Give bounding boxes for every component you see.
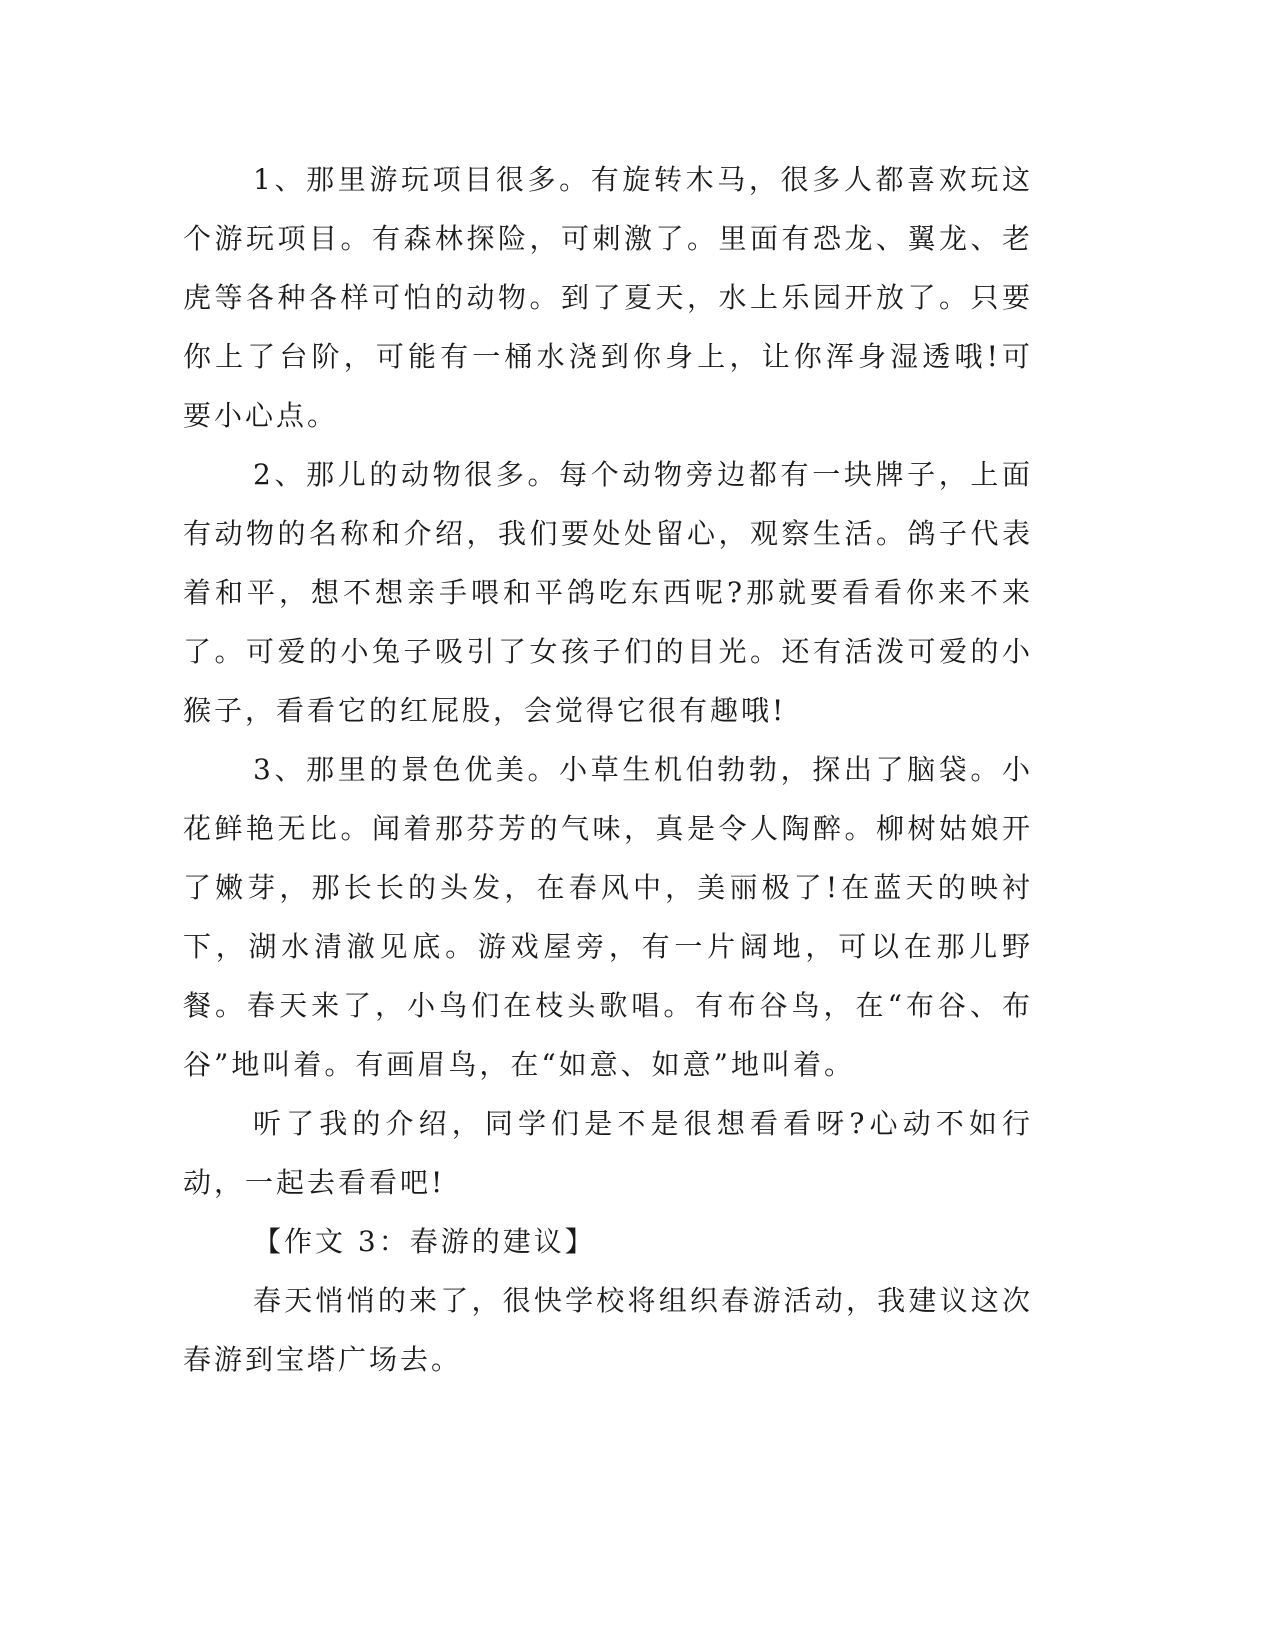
paragraph-attractions: 1、那里游玩项目很多。有旋转木马，很多人都喜欢玩这个游玩项目。有森林探险，可刺激了。里面有恐龙、翼龙、老虎等各种各样可怕的动物。到了夏天，水上乐园开放了。只要你上了台阶，可能有一桶水浇到你身上，让你浑身湿透哦!可要小心点。 — [183, 163, 1033, 432]
paragraph-invitation: 听了我的介绍，同学们是不是很想看看呀?心动不如行动，一起去看看吧! — [183, 1107, 1033, 1199]
document-body — [183, 150, 1033, 1389]
paragraph-animals: 2、那儿的动物很多。每个动物旁边都有一块牌子，上面有动物的名称和介绍，我们要处处留心，观察生活。鸽子代表着和平，想不想亲手喂和平鸽吃东西呢?那就要看看你来不来了。可爱的小兔子吸引了女孩子们的目光。还有活泼可爱的小猴子，看看它的红屁股，会觉得它很有趣哦! — [183, 458, 1033, 727]
paragraph-suggestion: 春天悄悄的来了，很快学校将组织春游活动，我建议这次春游到宝塔广场去。 — [183, 1284, 1033, 1376]
paragraph-scenery: 3、那里的景色优美。小草生机伯勃勃，探出了脑袋。小花鲜艳无比。闻着那芬芳的气味，真是令人陶醉。柳树姑娘开了嫩芽，那长长的头发，在春风中，美丽极了!在蓝天的映衬下，湖水清澈见底。游戏屋旁，有一片阔地，可以在那儿野餐。春天来了，小鸟们在枝头歌唱。有布谷鸟，在“布谷、布谷”地叫着。有画眉鸟，在“如意、如意”地叫着。 — [183, 753, 1033, 1081]
section-heading: 【作文 3：春游的建议】 — [253, 1225, 596, 1258]
